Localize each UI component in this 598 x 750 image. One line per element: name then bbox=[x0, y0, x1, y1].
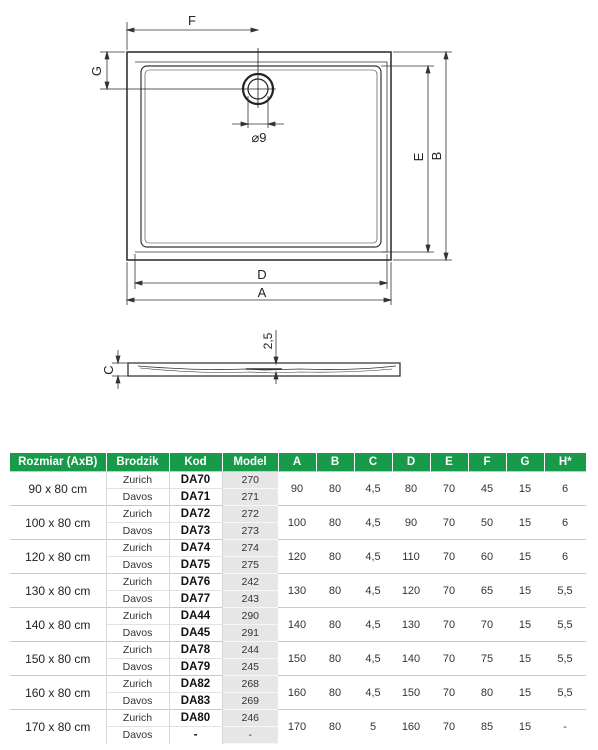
dimension-value-cell: 70 bbox=[430, 710, 468, 744]
kod-cell: DA79 bbox=[169, 659, 222, 676]
dimension-value-cell: 70 bbox=[430, 574, 468, 608]
column-header: D bbox=[392, 453, 430, 472]
dimension-value-cell: 80 bbox=[316, 472, 354, 506]
size-cell: 90 x 80 cm bbox=[10, 472, 106, 506]
tray-top-view bbox=[127, 52, 391, 260]
brodzik-cell: Davos bbox=[106, 557, 169, 574]
dimension-value-cell: 15 bbox=[506, 710, 544, 744]
dimension-value-cell: 15 bbox=[506, 642, 544, 676]
model-cell: 273 bbox=[222, 523, 278, 540]
label-height: 2,5 bbox=[261, 332, 275, 350]
label-diameter: ⌀9 bbox=[251, 130, 267, 145]
column-header: Brodzik bbox=[106, 453, 169, 472]
dimension-value-cell: 80 bbox=[316, 642, 354, 676]
column-header: B bbox=[316, 453, 354, 472]
dimension-value-cell: 5,5 bbox=[544, 574, 586, 608]
column-header: Kod bbox=[169, 453, 222, 472]
size-cell: 170 x 80 cm bbox=[10, 710, 106, 744]
dimension-value-cell: 5,5 bbox=[544, 608, 586, 642]
column-header: G bbox=[506, 453, 544, 472]
model-cell: 245 bbox=[222, 659, 278, 676]
brodzik-cell: Zurich bbox=[106, 540, 169, 557]
brodzik-cell: Davos bbox=[106, 659, 169, 676]
brodzik-cell: Zurich bbox=[106, 574, 169, 591]
dimension-value-cell: 90 bbox=[278, 472, 316, 506]
model-cell: 246 bbox=[222, 710, 278, 727]
column-header: F bbox=[468, 453, 506, 472]
dimension-value-cell: 45 bbox=[468, 472, 506, 506]
label-c: C bbox=[101, 365, 116, 375]
table-body bbox=[10, 472, 586, 744]
column-header: C bbox=[354, 453, 392, 472]
model-cell: 244 bbox=[222, 642, 278, 659]
dimension-value-cell: 140 bbox=[392, 642, 430, 676]
model-cell: 272 bbox=[222, 506, 278, 523]
model-cell: 271 bbox=[222, 489, 278, 506]
dimension-value-cell: 15 bbox=[506, 506, 544, 540]
kod-cell: DA71 bbox=[169, 489, 222, 506]
brodzik-cell: Davos bbox=[106, 727, 169, 744]
dimension-value-cell: 110 bbox=[392, 540, 430, 574]
brodzik-cell: Zurich bbox=[106, 642, 169, 659]
model-cell: 268 bbox=[222, 676, 278, 693]
dimension-value-cell: 100 bbox=[278, 506, 316, 540]
dimension-value-cell: 60 bbox=[468, 540, 506, 574]
table-row bbox=[10, 710, 586, 727]
kod-cell: DA73 bbox=[169, 523, 222, 540]
brodzik-cell: Davos bbox=[106, 523, 169, 540]
dimension-value-cell: 70 bbox=[430, 472, 468, 506]
kod-cell: DA78 bbox=[169, 642, 222, 659]
label-g: G bbox=[89, 65, 104, 77]
size-cell: 150 x 80 cm bbox=[10, 642, 106, 676]
table-row bbox=[10, 608, 586, 625]
dimension-value-cell: 120 bbox=[278, 540, 316, 574]
dimension-value-cell: 4,5 bbox=[354, 608, 392, 642]
dimension-value-cell: 80 bbox=[316, 608, 354, 642]
brodzik-cell: Davos bbox=[106, 693, 169, 710]
dimension-value-cell: - bbox=[544, 710, 586, 744]
kod-cell: DA82 bbox=[169, 676, 222, 693]
dimension-value-cell: 70 bbox=[430, 540, 468, 574]
model-cell: 290 bbox=[222, 608, 278, 625]
dimension-value-cell: 150 bbox=[278, 642, 316, 676]
dimension-value-cell: 80 bbox=[316, 540, 354, 574]
kod-cell: DA70 bbox=[169, 472, 222, 489]
model-cell: 243 bbox=[222, 591, 278, 608]
dimension-value-cell: 70 bbox=[430, 642, 468, 676]
dimension-value-cell: 80 bbox=[316, 506, 354, 540]
dimension-value-cell: 65 bbox=[468, 574, 506, 608]
dimension-value-cell: 15 bbox=[506, 608, 544, 642]
column-header: E bbox=[430, 453, 468, 472]
dimension-value-cell: 4,5 bbox=[354, 642, 392, 676]
dimension-value-cell: 160 bbox=[278, 676, 316, 710]
dimension-value-cell: 6 bbox=[544, 472, 586, 506]
kod-cell: DA83 bbox=[169, 693, 222, 710]
dimension-value-cell: 70 bbox=[430, 676, 468, 710]
header-row bbox=[10, 453, 586, 472]
tray-side-view bbox=[128, 363, 400, 376]
kod-cell: DA76 bbox=[169, 574, 222, 591]
dimension-value-cell: 5,5 bbox=[544, 676, 586, 710]
dimension-value-cell: 170 bbox=[278, 710, 316, 744]
brodzik-cell: Zurich bbox=[106, 710, 169, 727]
spec-table bbox=[10, 453, 586, 744]
table-row bbox=[10, 540, 586, 557]
brodzik-cell: Davos bbox=[106, 591, 169, 608]
dimension-value-cell: 80 bbox=[316, 676, 354, 710]
label-f: F bbox=[188, 13, 196, 28]
dimension-value-cell: 4,5 bbox=[354, 574, 392, 608]
size-cell: 160 x 80 cm bbox=[10, 676, 106, 710]
kod-cell: - bbox=[169, 727, 222, 744]
model-cell: 270 bbox=[222, 472, 278, 489]
table-row bbox=[10, 506, 586, 523]
dimension-value-cell: 140 bbox=[278, 608, 316, 642]
brodzik-cell: Zurich bbox=[106, 506, 169, 523]
size-cell: 140 x 80 cm bbox=[10, 608, 106, 642]
dimension-value-cell: 90 bbox=[392, 506, 430, 540]
dimension-value-cell: 4,5 bbox=[354, 472, 392, 506]
label-a: A bbox=[257, 285, 267, 300]
brodzik-cell: Zurich bbox=[106, 472, 169, 489]
kod-cell: DA44 bbox=[169, 608, 222, 625]
dimension-value-cell: 80 bbox=[392, 472, 430, 506]
column-header: H* bbox=[544, 453, 586, 472]
dimension-value-cell: 80 bbox=[468, 676, 506, 710]
size-cell: 100 x 80 cm bbox=[10, 506, 106, 540]
model-cell: 269 bbox=[222, 693, 278, 710]
model-cell: 291 bbox=[222, 625, 278, 642]
kod-cell: DA80 bbox=[169, 710, 222, 727]
dimension-value-cell: 70 bbox=[430, 608, 468, 642]
dimension-value-cell: 70 bbox=[468, 608, 506, 642]
dimension-value-cell: 160 bbox=[392, 710, 430, 744]
table-row bbox=[10, 676, 586, 693]
dimension-value-cell: 4,5 bbox=[354, 506, 392, 540]
kod-cell: DA77 bbox=[169, 591, 222, 608]
column-header: A bbox=[278, 453, 316, 472]
dimension-value-cell: 6 bbox=[544, 506, 586, 540]
table-row bbox=[10, 642, 586, 659]
dimension-value-cell: 50 bbox=[468, 506, 506, 540]
brodzik-cell: Davos bbox=[106, 489, 169, 506]
model-cell: - bbox=[222, 727, 278, 744]
dimension-value-cell: 120 bbox=[392, 574, 430, 608]
brodzik-cell: Davos bbox=[106, 625, 169, 642]
dimension-value-cell: 150 bbox=[392, 676, 430, 710]
model-cell: 274 bbox=[222, 540, 278, 557]
table-header bbox=[10, 453, 586, 472]
label-d: D bbox=[257, 267, 267, 282]
brodzik-cell: Zurich bbox=[106, 676, 169, 693]
dimension-value-cell: 4,5 bbox=[354, 676, 392, 710]
dimension-value-cell: 130 bbox=[392, 608, 430, 642]
table-row bbox=[10, 472, 586, 489]
kod-cell: DA74 bbox=[169, 540, 222, 557]
dimension-value-cell: 80 bbox=[316, 710, 354, 744]
kod-cell: DA75 bbox=[169, 557, 222, 574]
dimension-value-cell: 80 bbox=[316, 574, 354, 608]
dimension-value-cell: 85 bbox=[468, 710, 506, 744]
dimension-value-cell: 75 bbox=[468, 642, 506, 676]
table-row bbox=[10, 574, 586, 591]
dimension-value-cell: 6 bbox=[544, 540, 586, 574]
model-cell: 275 bbox=[222, 557, 278, 574]
column-header: Model bbox=[222, 453, 278, 472]
label-b: B bbox=[429, 151, 444, 161]
dimension-value-cell: 5,5 bbox=[544, 642, 586, 676]
kod-cell: DA72 bbox=[169, 506, 222, 523]
dimension-value-cell: 5 bbox=[354, 710, 392, 744]
model-cell: 242 bbox=[222, 574, 278, 591]
dimension-value-cell: 15 bbox=[506, 472, 544, 506]
dimension-value-cell: 15 bbox=[506, 574, 544, 608]
dimension-value-cell: 15 bbox=[506, 676, 544, 710]
size-cell: 120 x 80 cm bbox=[10, 540, 106, 574]
column-header: Rozmiar (AxB) bbox=[10, 453, 106, 472]
label-e: E bbox=[411, 152, 426, 162]
dimension-value-cell: 130 bbox=[278, 574, 316, 608]
kod-cell: DA45 bbox=[169, 625, 222, 642]
brodzik-cell: Zurich bbox=[106, 608, 169, 625]
dimension-value-cell: 70 bbox=[430, 506, 468, 540]
dimension-value-cell: 4,5 bbox=[354, 540, 392, 574]
dimension-e bbox=[381, 66, 434, 252]
size-cell: 130 x 80 cm bbox=[10, 574, 106, 608]
dimension-value-cell: 15 bbox=[506, 540, 544, 574]
